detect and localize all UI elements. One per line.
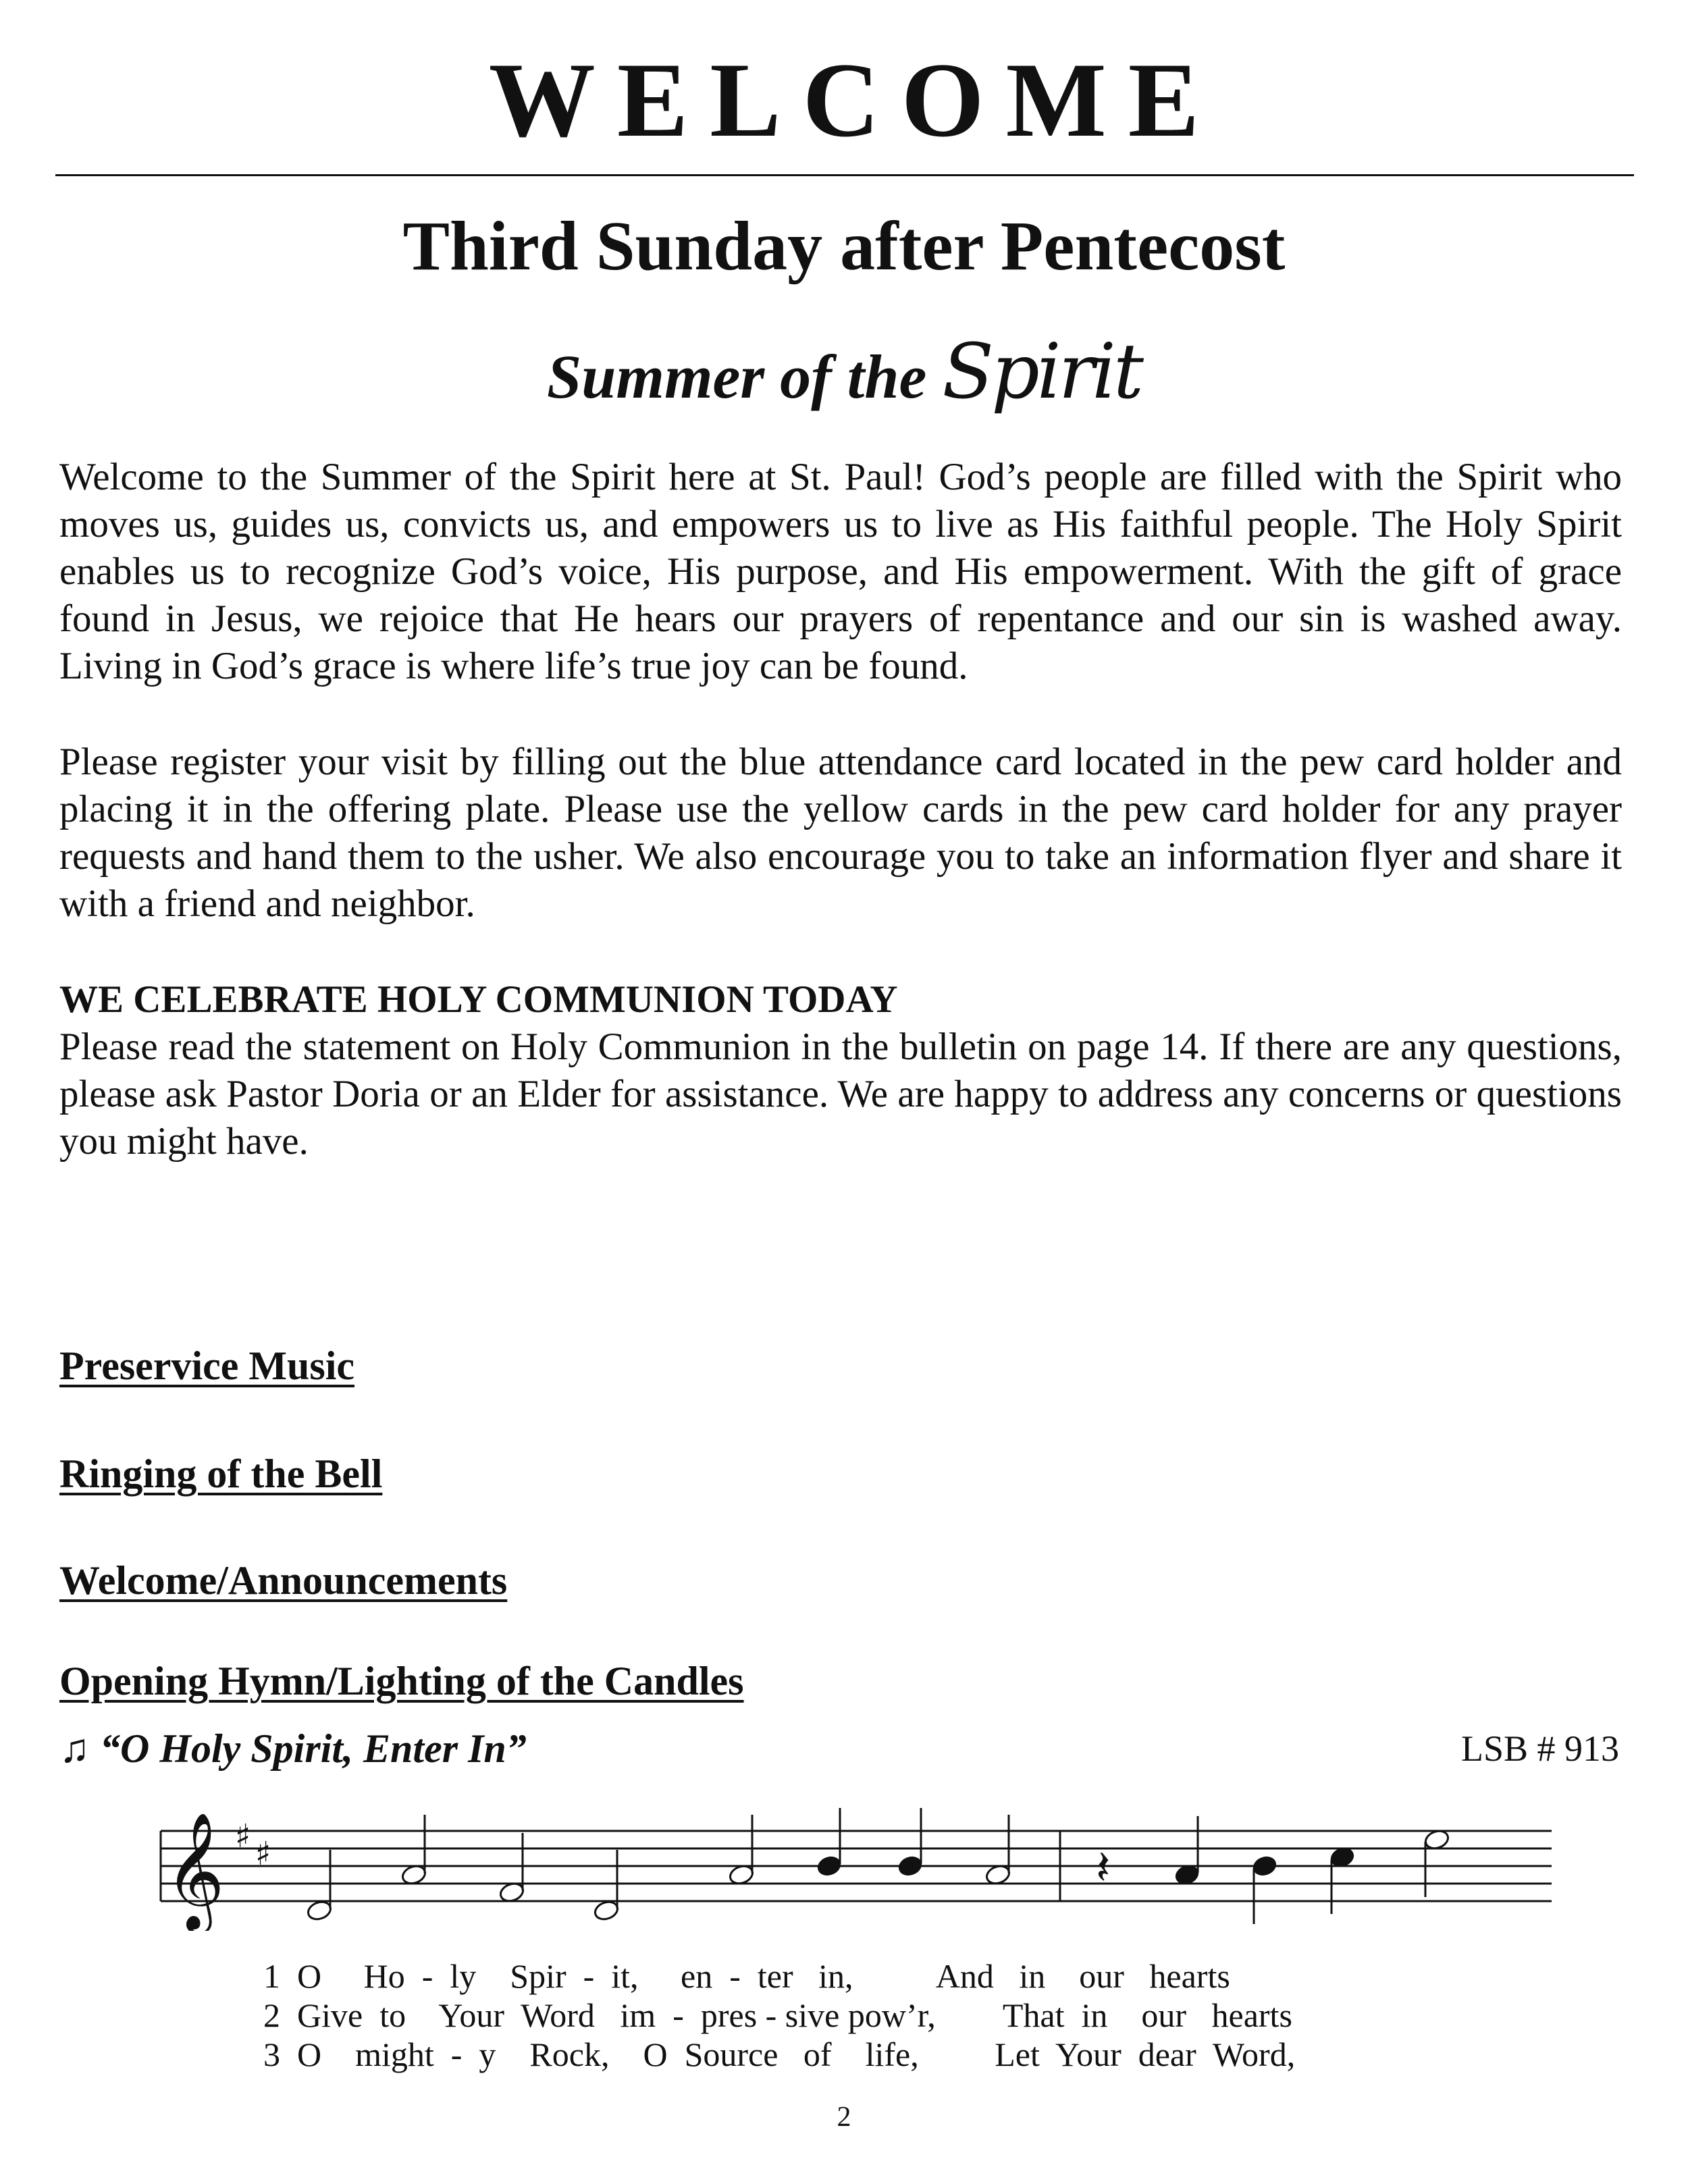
hymn-title: ♫ “O Holy Spirit, Enter In” bbox=[59, 1726, 527, 1771]
ringing-bell-heading: Ringing of the Bell bbox=[59, 1451, 383, 1496]
announcements-heading: Welcome/Announcements bbox=[59, 1558, 508, 1603]
registration-paragraph: Please register your visit by filling out the blue attendance card located in the pew card holder and placing it in the offering plate. Please use the yellow cards in the pew card holder for any prayer requests and hand them to the usher. We also encourage you to take an information flyer and share it with a friend and neighbor. bbox=[59, 741, 1622, 925]
welcome-title: WELCOME bbox=[488, 41, 1221, 159]
page-number: 2 bbox=[837, 2102, 851, 2133]
svg-text:♯: ♯ bbox=[235, 1817, 251, 1855]
welcome-paragraph: Welcome to the Summer of the Spirit here at St. Paul! God’s people are filled with the Spirit who moves us, guides us, convicts us, and empowers us to live as His faithful people. The Holy Spirit enables us to recognize God’s voice, His purpose, and His empowerment. With the gift of grace found in Jesus, we rejoice that He hears our prayers of repentance and our sin is washed away. Living in God’s grace is where life’s true joy can be found. bbox=[59, 456, 1622, 687]
quarter-rest-icon: 𝄽 bbox=[1096, 1840, 1111, 1895]
communion-paragraph: Please read the statement on Holy Communion in the bulletin on page 14. If there are any questions, please ask Pastor Doria or an Elder for assistance. We are happy to address any concerns or questions you might have. bbox=[59, 1026, 1622, 1163]
theme-line bbox=[0, 328, 1688, 416]
hymn-number: LSB # 913 bbox=[1460, 1728, 1619, 1769]
music-staff bbox=[147, 1796, 1558, 1931]
lyric-line-2: 2 Give to Your Word im - pres - sive pow’r, That in our hearts bbox=[263, 1996, 1292, 2034]
opening-hymn-heading: Opening Hymn/Lighting of the Candles bbox=[59, 1659, 744, 1703]
key-signature-sharps bbox=[235, 1817, 271, 1873]
lyric-line-3: 3 O might - y Rock, O Source of life, Let Your dear Word, bbox=[263, 2035, 1296, 2073]
title-divider bbox=[55, 174, 1634, 176]
sunday-title: Third Sunday after Pentecost bbox=[402, 207, 1286, 285]
hymn-lyrics bbox=[263, 1956, 1492, 2074]
hymn-title-row bbox=[59, 1723, 1619, 1774]
preservice-music-heading: Preservice Music bbox=[59, 1343, 355, 1388]
theme-prefix: Summer of the bbox=[547, 342, 927, 411]
svg-text:♯: ♯ bbox=[255, 1835, 271, 1873]
lyric-line-1: 1 O Ho - ly Spir - it, en - ter in, And in our hearts bbox=[263, 1957, 1230, 1995]
theme-script-word: Spirit bbox=[942, 328, 1141, 416]
communion-heading: WE CELEBRATE HOLY COMMUNION TODAY bbox=[59, 978, 898, 1021]
treble-clef-icon: 𝄞 bbox=[165, 1812, 225, 1929]
